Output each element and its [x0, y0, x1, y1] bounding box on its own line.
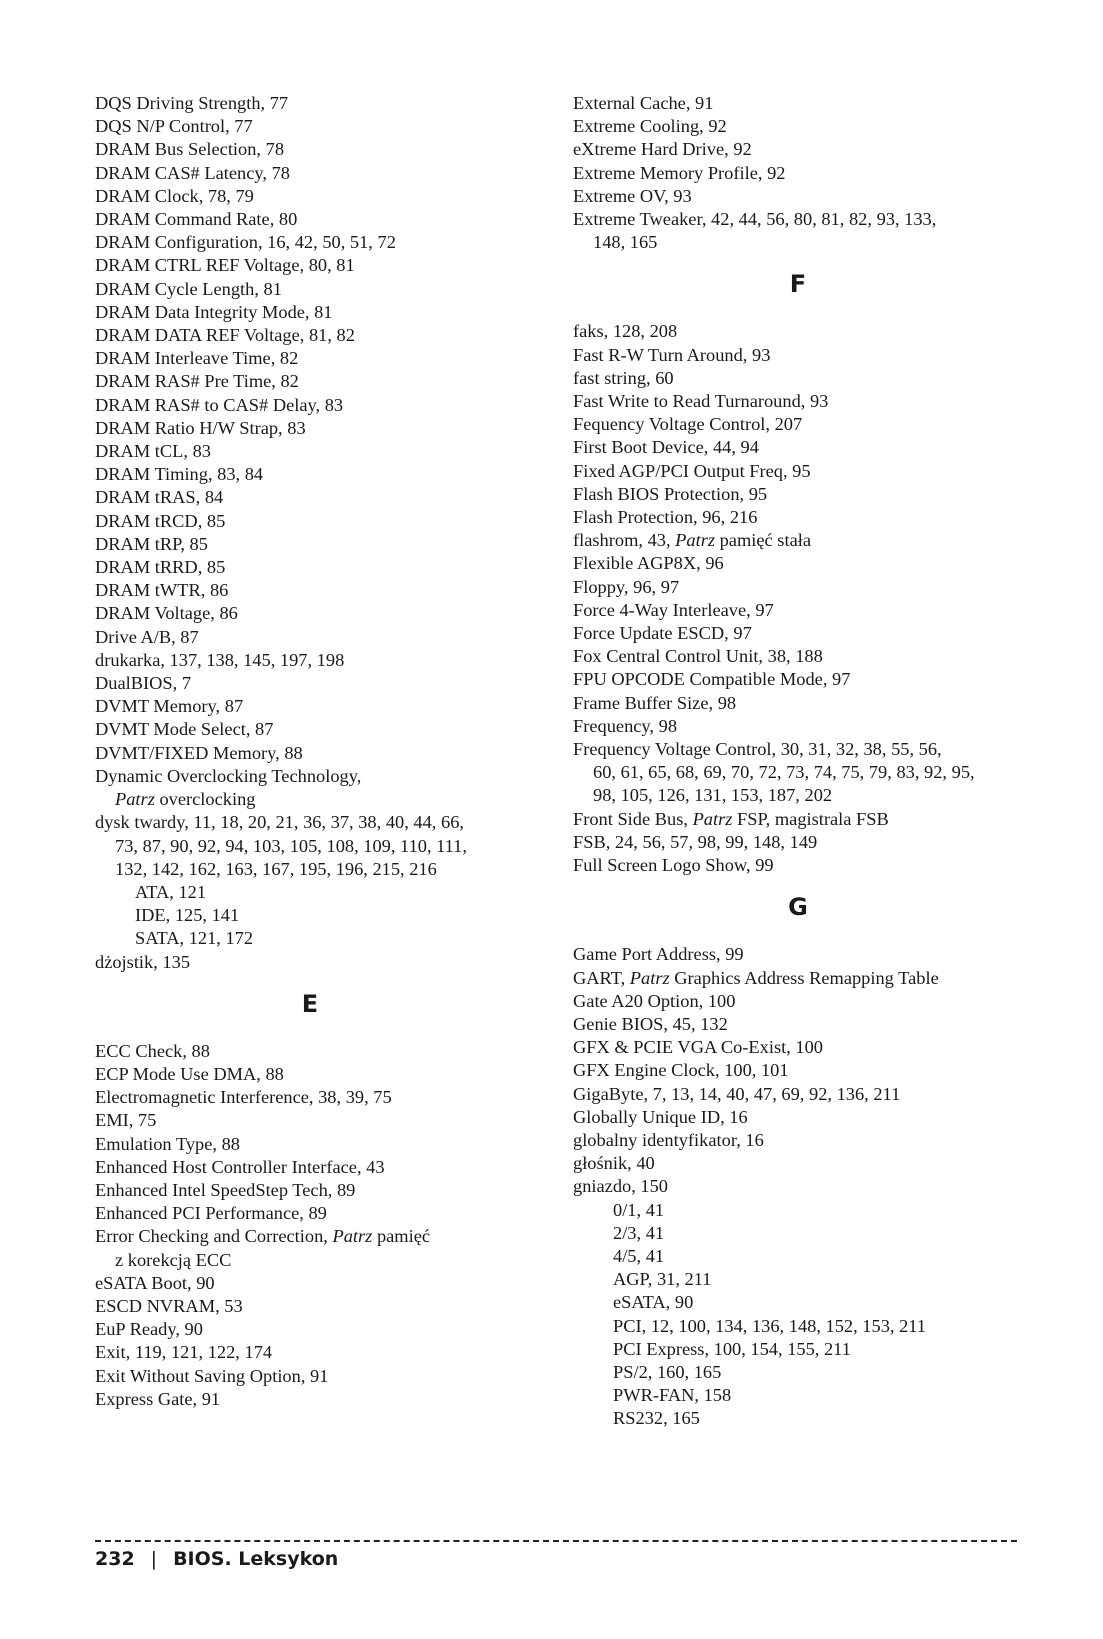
index-subentry: PS/2, 160, 165: [613, 1361, 722, 1382]
index-entry: DRAM Bus Selection, 78: [95, 139, 285, 160]
index-entry: DRAM Command Rate, 80: [95, 209, 298, 230]
entry-text: flashrom, 43,: [573, 530, 676, 551]
index-entry: EMI, 75: [95, 1110, 157, 1131]
index-entry: eXtreme Hard Drive, 92: [573, 139, 752, 160]
index-entry: Genie BIOS, 45, 132: [573, 1013, 728, 1034]
page-footer: [95, 1548, 338, 1570]
section-letter: F: [789, 270, 807, 299]
index-entry: DRAM Clock, 78, 79: [95, 185, 254, 206]
index-entry: DRAM tRCD, 85: [95, 510, 226, 531]
entry-text: Front Side Bus,: [573, 808, 693, 829]
index-entry: globalny identyfikator, 16: [573, 1129, 764, 1150]
index-entry: Globally Unique ID, 16: [573, 1106, 748, 1127]
index-entry: DRAM Timing, 83, 84: [95, 464, 264, 485]
index-entry: Express Gate, 91: [95, 1388, 221, 1409]
index-entry: DRAM CAS# Latency, 78: [95, 162, 290, 183]
see-reference: Patrz: [692, 808, 733, 829]
index-entry: FPU OPCODE Compatible Mode, 97: [573, 669, 851, 690]
index-subentry: 4/5, 41: [613, 1245, 665, 1266]
index-entry: ECP Mode Use DMA, 88: [95, 1063, 284, 1084]
index-subentry: PCI, 12, 100, 134, 136, 148, 152, 153, 211: [613, 1315, 926, 1336]
index-subentry: IDE, 125, 141: [135, 905, 240, 926]
index-entry: Full Screen Logo Show, 99: [573, 855, 774, 876]
index-entry: [573, 967, 1023, 990]
index-entry: Extreme Tweaker, 42, 44, 56, 80, 81, 82, 93, 133,: [573, 209, 937, 230]
index-entry: [573, 529, 1023, 552]
index-entry: Emulation Type, 88: [95, 1133, 240, 1154]
index-column-right: [573, 92, 1023, 1431]
index-entry: Flexible AGP8X, 96: [573, 553, 724, 574]
index-entry: [573, 808, 1023, 831]
index-subentry: PCI Express, 100, 154, 155, 211: [613, 1338, 851, 1359]
index-entry: DRAM tRP, 85: [95, 533, 208, 554]
section-letter: E: [301, 989, 319, 1018]
index-entry: Fox Central Control Unit, 38, 188: [573, 646, 823, 667]
index-entry: DRAM RAS# Pre Time, 82: [95, 371, 299, 392]
index-entry: Extreme Memory Profile, 92: [573, 162, 786, 183]
see-reference: Patrz: [629, 967, 670, 988]
index-entry: Flash Protection, 96, 216: [573, 507, 758, 528]
index-entry: DRAM RAS# to CAS# Delay, 83: [95, 394, 344, 415]
index-column-left: [95, 92, 525, 1411]
index-entry: Exit, 119, 121, 122, 174: [95, 1342, 273, 1363]
index-entry: DRAM CTRL REF Voltage, 80, 81: [95, 255, 355, 276]
index-entry-continuation: 60, 61, 65, 68, 69, 70, 72, 73, 74, 75, 79, 83, 92, 95,: [593, 762, 975, 783]
index-entry: DQS N/P Control, 77: [95, 116, 253, 137]
index-entry: First Boot Device, 44, 94: [573, 437, 759, 458]
index-entry-continuation: [95, 788, 525, 811]
index-entry: Fast Write to Read Turnaround, 93: [573, 391, 829, 412]
index-entry: Force 4-Way Interleave, 97: [573, 599, 774, 620]
index-entry: Force Update ESCD, 97: [573, 623, 752, 644]
index-entry: Frame Buffer Size, 98: [573, 692, 737, 713]
index-entry: dżojstik, 135: [95, 951, 191, 972]
entry-text-after: FSP, magistrala FSB: [732, 808, 889, 829]
index-subentry: 2/3, 41: [613, 1222, 665, 1243]
index-entry: Enhanced Intel SpeedStep Tech, 89: [95, 1179, 356, 1200]
see-reference: Patrz: [115, 789, 155, 810]
index-entry: GigaByte, 7, 13, 14, 40, 47, 69, 92, 136, 211: [573, 1083, 901, 1104]
section-letter: G: [788, 893, 808, 922]
index-subentry: SATA, 121, 172: [135, 928, 254, 949]
index-entry: fast string, 60: [573, 367, 674, 388]
index-entry: DRAM Configuration, 16, 42, 50, 51, 72: [95, 232, 396, 253]
index-entry: DQS Driving Strength, 77: [95, 93, 289, 113]
entry-text-after: Graphics Address Remapping Table: [669, 967, 939, 988]
index-entry: drukarka, 137, 138, 145, 197, 198: [95, 649, 345, 670]
index-entry: Enhanced Host Controller Interface, 43: [95, 1156, 385, 1177]
index-entry: DualBIOS, 7: [95, 673, 192, 694]
index-entry: Fequency Voltage Control, 207: [573, 414, 803, 435]
index-entry: głośnik, 40: [573, 1153, 655, 1174]
index-entry: Flash BIOS Protection, 95: [573, 483, 768, 504]
index-entry: DVMT Mode Select, 87: [95, 719, 274, 740]
index-subentry: PWR-FAN, 158: [613, 1385, 732, 1406]
index-entry-continuation: 148, 165: [593, 232, 658, 253]
entry-text: Error Checking and Correction,: [95, 1226, 333, 1247]
index-entry-continuation: z korekcją ECC: [115, 1249, 232, 1270]
index-entry: FSB, 24, 56, 57, 98, 99, 148, 149: [573, 831, 818, 852]
index-entry: Frequency Voltage Control, 30, 31, 32, 38, 55, 56,: [573, 739, 942, 760]
index-entry-continuation: 98, 105, 126, 131, 153, 187, 202: [593, 785, 833, 806]
index-entry-continuation: 132, 142, 162, 163, 167, 195, 196, 215, 216: [115, 858, 437, 879]
index-entry: Extreme OV, 93: [573, 185, 692, 206]
index-entry: DRAM Ratio H/W Strap, 83: [95, 417, 306, 438]
index-entry: Frequency, 98: [573, 715, 678, 736]
index-entry: Floppy, 96, 97: [573, 576, 680, 597]
entry-text-after: pamięć stała: [715, 530, 812, 551]
see-reference: Patrz: [332, 1226, 373, 1247]
index-entry: [95, 1225, 525, 1248]
index-entry: Fixed AGP/PCI Output Freq, 95: [573, 460, 811, 481]
index-entry: DRAM tCL, 83: [95, 441, 211, 462]
index-entry: Extreme Cooling, 92: [573, 116, 727, 137]
index-entry: External Cache, 91: [573, 93, 714, 113]
index-entry: Gate A20 Option, 100: [573, 990, 736, 1011]
index-subentry: 0/1, 41: [613, 1199, 665, 1220]
footer-rule: [95, 1540, 1017, 1542]
footer-separator: |: [150, 1548, 158, 1570]
index-subentry: eSATA, 90: [613, 1292, 694, 1313]
index-entry: Electromagnetic Interference, 38, 39, 75: [95, 1087, 392, 1108]
index-entry: DRAM tRRD, 85: [95, 557, 226, 578]
index-entry: Dynamic Overclocking Technology,: [95, 765, 362, 786]
entry-text-after: pamięć: [372, 1226, 431, 1247]
index-entry: DVMT Memory, 87: [95, 696, 244, 717]
index-entry: DRAM DATA REF Voltage, 81, 82: [95, 325, 355, 346]
index-entry: Exit Without Saving Option, 91: [95, 1365, 329, 1386]
index-entry: GFX & PCIE VGA Co-Exist, 100: [573, 1037, 824, 1058]
index-entry: GFX Engine Clock, 100, 101: [573, 1060, 789, 1081]
index-entry: DRAM Data Integrity Mode, 81: [95, 301, 333, 322]
index-entry: ECC Check, 88: [95, 1040, 210, 1061]
index-entry-continuation: 73, 87, 90, 92, 94, 103, 105, 108, 109, 110, 111,: [115, 835, 467, 856]
index-entry: DRAM tWTR, 86: [95, 580, 229, 601]
book-title: BIOS. Leksykon: [173, 1548, 339, 1570]
index-entry: DRAM Voltage, 86: [95, 603, 238, 624]
index-entry: EuP Ready, 90: [95, 1319, 203, 1340]
index-entry: dysk twardy, 11, 18, 20, 21, 36, 37, 38, 40, 44, 66,: [95, 812, 464, 833]
index-entry: Drive A/B, 87: [95, 626, 199, 647]
index-entry: DRAM Cycle Length, 81: [95, 278, 282, 299]
page-number: 232: [95, 1548, 135, 1570]
index-entry: faks, 128, 208: [573, 321, 678, 342]
index-entry: DRAM Interleave Time, 82: [95, 348, 299, 369]
index-entry: gniazdo, 150: [573, 1176, 668, 1197]
index-entry: Enhanced PCI Performance, 89: [95, 1203, 327, 1224]
index-entry: Fast R-W Turn Around, 93: [573, 344, 771, 365]
index-entry: DVMT/FIXED Memory, 88: [95, 742, 303, 763]
index-entry: DRAM tRAS, 84: [95, 487, 224, 508]
entry-text: GART,: [573, 967, 630, 988]
index-subentry: ATA, 121: [135, 881, 207, 902]
entry-text: overclocking: [154, 789, 256, 810]
see-reference: Patrz: [675, 530, 716, 551]
index-entry: eSATA Boot, 90: [95, 1272, 215, 1293]
index-subentry: AGP, 31, 211: [613, 1269, 712, 1290]
index-subentry: RS232, 165: [613, 1408, 700, 1429]
index-entry: Game Port Address, 99: [573, 944, 744, 965]
index-entry: ESCD NVRAM, 53: [95, 1295, 243, 1316]
